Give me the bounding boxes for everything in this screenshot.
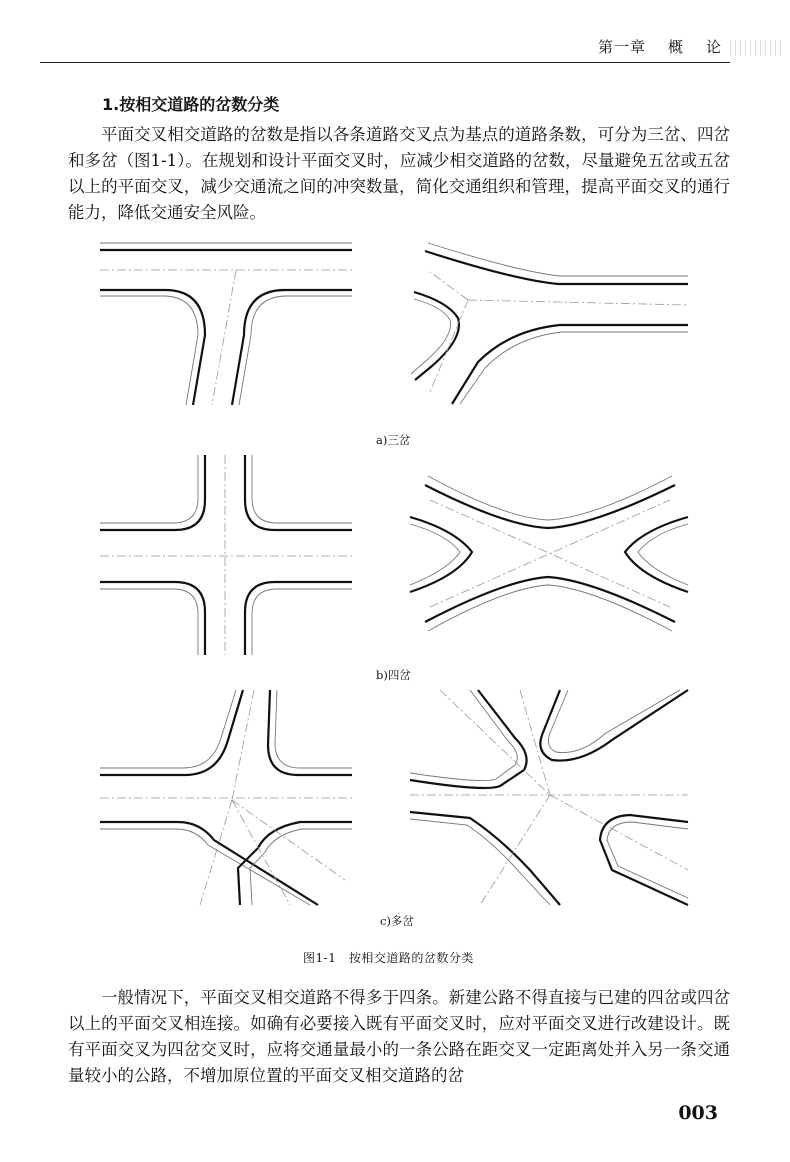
chapter-title-part2: 论 <box>705 38 722 56</box>
subfigure-c-label: c)多岔 <box>380 914 414 928</box>
diagram-four-leg-cross <box>100 455 352 655</box>
subfigure-b-label: b)四岔 <box>376 668 411 682</box>
section-title: 1.按相交道路的岔数分类 <box>102 95 280 114</box>
page-number: 003 <box>678 1102 718 1124</box>
subfigure-a-label: a)三岔 <box>376 433 411 447</box>
paragraph-2: 一般情况下，平面交叉相交道路不得多于四条。新建公路不得直接与已建的四岔或四岔以上的平面交叉相连接。如确有必要接入既有平面交叉时，应对平面交叉进行改建设计。既有平面交叉为四岔交叉时，应将交通量最小的一条公路在距交叉一定距离处并入另一条交通量较小的公路，不增加原位置的平面交叉相交道路的岔 <box>68 988 730 1085</box>
diagram-multi-leg-right <box>410 690 688 905</box>
figure-caption: 图1-1 按相交道路的岔数分类 <box>303 951 474 965</box>
paragraph-1: 平面交叉相交道路的岔数是指以各条道路交叉点为基点的道路条数，可分为三岔、四岔和多岔（图1-1）。在规划和设计平面交叉时，应减少相交道路的岔数，尽量避免五岔或五岔以上的平面交叉，减少交通流之间的冲突数量，简化交通组织和管理，提高平面交叉的通行能力，降低交通安全风险。 <box>68 125 730 222</box>
diagram-three-leg-y <box>411 243 688 404</box>
diagram-four-leg-x <box>410 476 688 631</box>
running-head <box>598 36 722 57</box>
chapter-label: 第一章 <box>597 38 646 56</box>
diagram-three-leg-t <box>100 243 352 405</box>
chapter-title-part1: 概 <box>667 38 684 56</box>
header-decoration <box>730 40 785 56</box>
diagram-multi-leg-left <box>100 690 352 905</box>
header-rule <box>40 62 730 63</box>
